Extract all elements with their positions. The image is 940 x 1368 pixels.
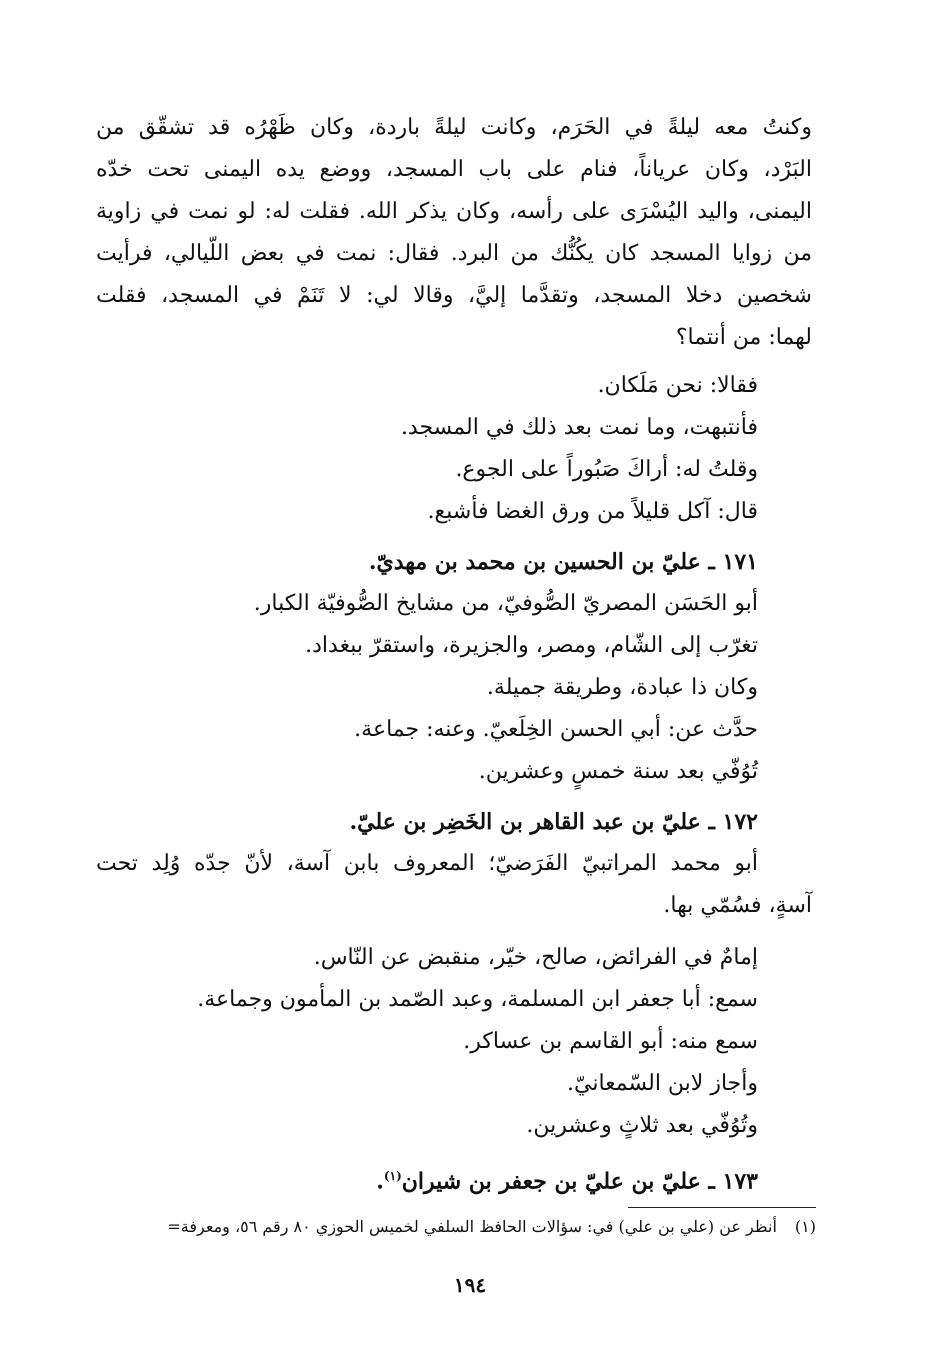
body-line: تُوُفّي بعد سنة خمسٍ وعشرين. [478, 759, 758, 784]
entry-heading-172: ١٧٢ ـ عليّ بن عبد القاهر بن الخَضِر بن عليّ. [349, 809, 758, 835]
entry-heading-171: ١٧١ ـ عليّ بن الحسين بن محمد بن مهديّ. [368, 549, 758, 575]
body-line: فقالا: نحن مَلَكان. [597, 373, 758, 398]
body-line: سمع: أبا جعفر ابن المسلمة، وعبد الصّمد بن المأمون وجماعة. [197, 987, 758, 1012]
footnote [78, 1212, 816, 1242]
body-line: قال: آكل قليلاً من ورق الغضا فأشبع. [427, 499, 758, 524]
body-line: تغرّب إلى الشّام، ومصر، والجزيرة، واستقرّ ببغداد. [305, 633, 758, 658]
body-line: شخصين دخلا المسجد، وتقدَّما إليَّ، وقالا لي: لا تَنَمْ في المسجد، فقلت [96, 283, 812, 308]
body-line: اليمنى، واليد اليُسْرَى على رأسه، وكان يذكر الله. فقلت له: لو نمت في زاوية [96, 199, 813, 224]
body-line: لهما: من أنتما؟ [675, 325, 812, 350]
body-line: وكان ذا عبادة، وطريقة جميلة. [486, 675, 758, 700]
body-line: أبو الحَسَن المصريّ الصُّوفيّ، من مشايخ الصُّوفيّة الكبار. [253, 591, 758, 616]
body-line: من زوايا المسجد كان يكُنُّك من البرد. فقال: نمت في بعض اللّيالي، فرأيت [96, 241, 812, 266]
footnote-marker[interactable]: (١) [383, 1169, 402, 1183]
body-line: إمامٌ في الفرائض، صالح، خيّر، منقبض عن النّاس. [313, 945, 758, 970]
footnote-divider [628, 1207, 816, 1208]
body-line: أبو محمد المراتبيّ الفَرَضيّ؛ المعروف بابن آسة، لأنّ جدّه وُلِد تحت [96, 851, 758, 876]
body-line: وتُوُفّي بعد ثلاثٍ وعشرين. [526, 1113, 758, 1138]
entry-heading-173 [376, 1156, 758, 1201]
page-number: ١٩٤ [453, 1273, 487, 1297]
entry-heading-173-end: . [376, 1168, 384, 1195]
footnote-text: أنظر عن (علي بن علي) في: سؤالات الحافظ السلفي لخميس الحوزي ٨٠ رقم ٥٦، ومعرفة= [167, 1217, 777, 1236]
body-line: البَرْد، وكان عرياناً، فنام على باب المسجد، ووضع يده اليمنى تحت خدّه [96, 157, 812, 182]
body-line: آسةٍ، فسُمّي بها. [663, 893, 812, 918]
body-line: وكنتُ معه ليلةً في الحَرَم، وكانت ليلةً باردة، وكان ظَهْرُه قد تشقّق من [96, 115, 812, 140]
body-line: وأجاز لابن السّمعانيّ. [567, 1071, 758, 1096]
body-line: فأنتبهت، وما نمت بعد ذلك في المسجد. [400, 415, 758, 440]
body-line: سمع منه: أبو القاسم بن عساكر. [463, 1029, 758, 1054]
body-line: وقلتُ له: أراكَ صَبُوراً على الجوع. [455, 457, 758, 482]
body-line: حدَّث عن: أبي الحسن الخِلَعيّ. وعنه: جماعة. [354, 717, 758, 742]
entry-heading-173-text: ١٧٣ ـ عليّ بن عليّ بن جعفر بن شيران [401, 1168, 758, 1195]
footnote-number: (١) [794, 1217, 816, 1236]
